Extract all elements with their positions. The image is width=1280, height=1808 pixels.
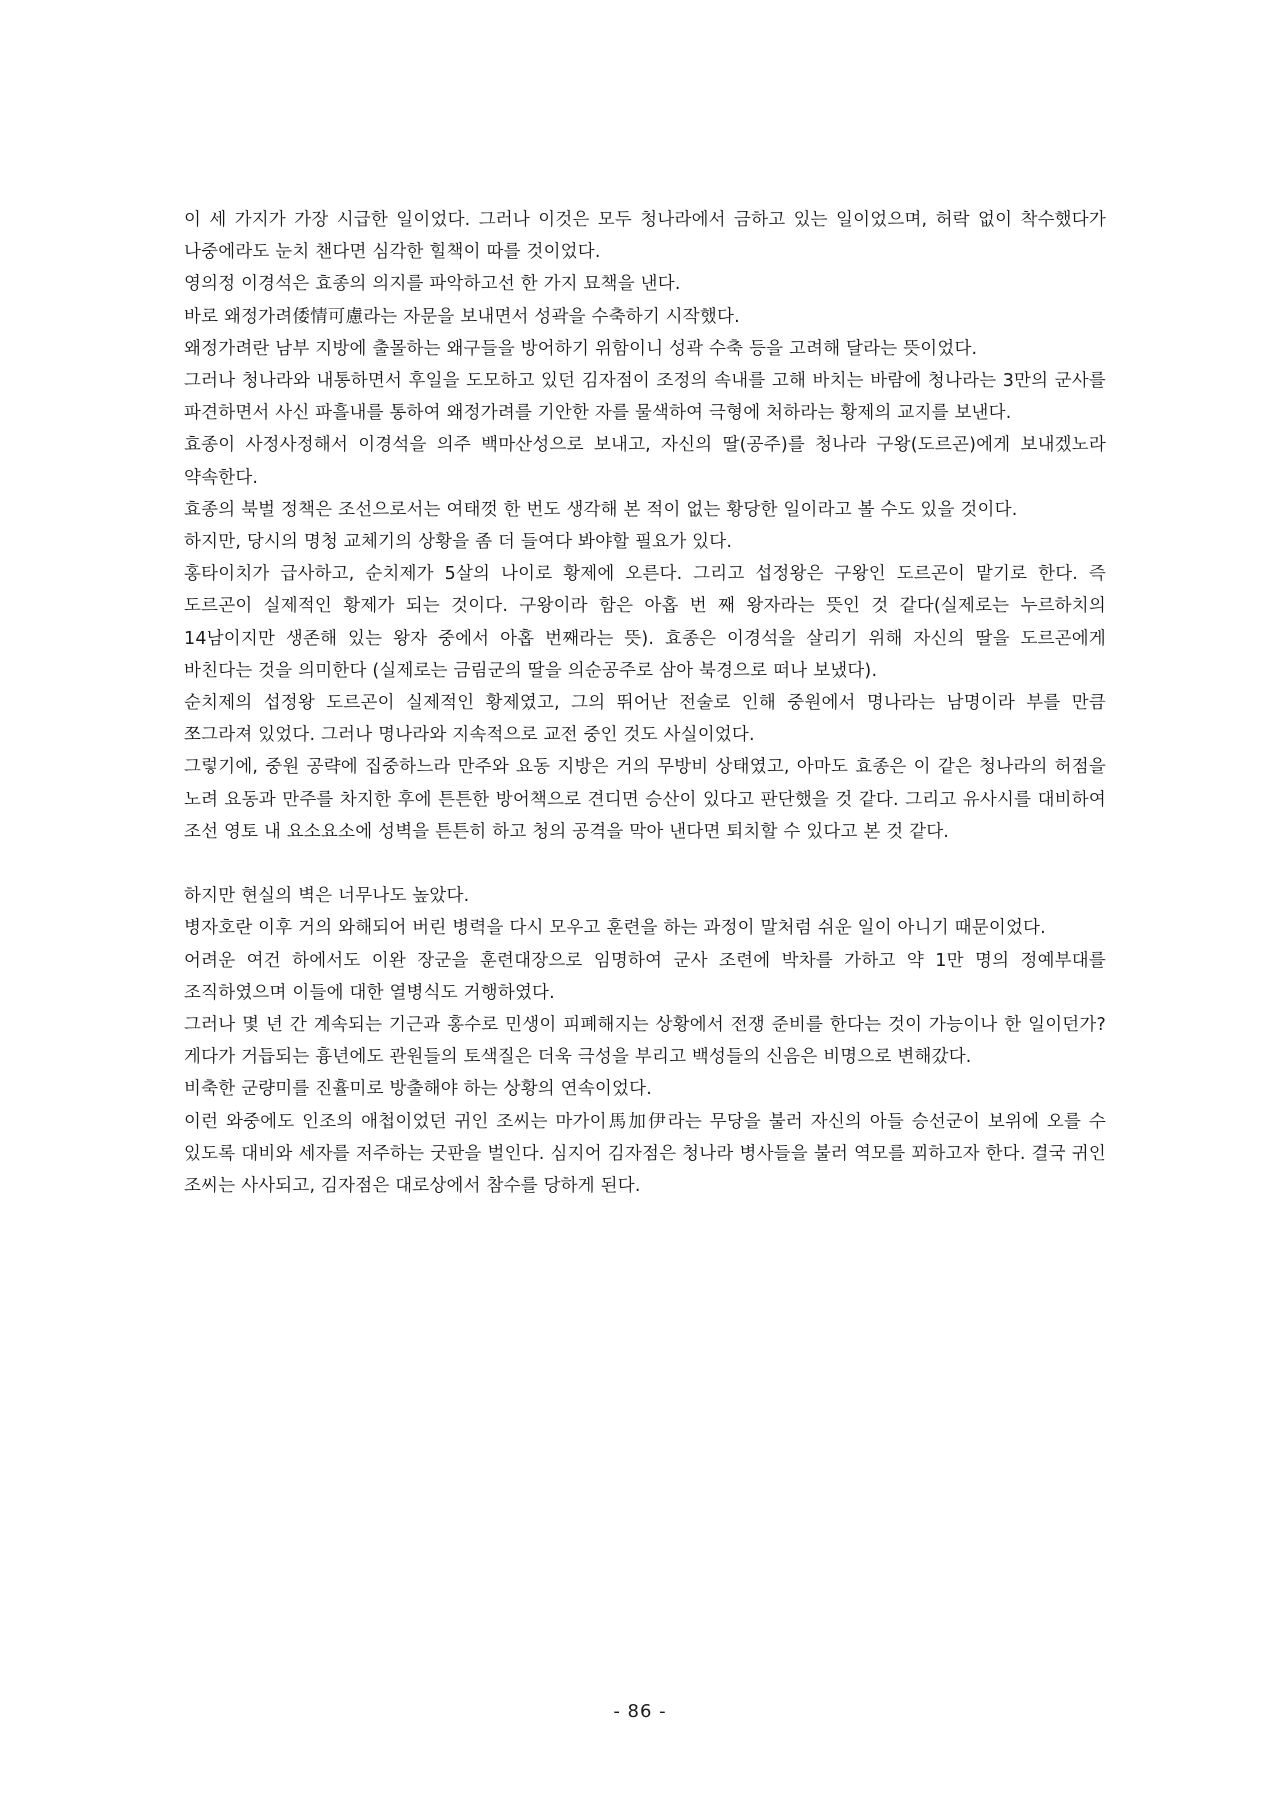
paragraph: 어려운 여건 하에서도 이완 장군을 훈련대장으로 임명하여 군사 조련에 박차를 가하고 약 1만 명의 정예부대를 조직하였으며 이들에 대한 열병식도 거행하였다. <box>184 950 1106 1003</box>
paragraph: 비축한 군량미를 진휼미로 방출해야 하는 상황의 연속이었다. <box>184 1079 652 1100</box>
paragraph: 하지만 현실의 벽은 너무나도 높았다. <box>184 886 470 907</box>
paragraph: 바로 왜정가려倭情可慮라는 자문을 보내면서 성곽을 수축하기 시작했다. <box>184 306 740 327</box>
paragraph: 왜정가려란 남부 지방에 출몰하는 왜구들을 방어하기 위함이니 성곽 수축 등을 고려해 달라는 뜻이었다. <box>184 338 978 359</box>
paragraph: 그러나 몇 년 간 계속되는 기근과 홍수로 민생이 피폐해지는 상황에서 전쟁 준비를 한다는 것이 가능이나 한 일이던가? 게다가 거듭되는 흉년에도 관원들의 토색질은 더욱 극성을 부리고 백성들의 신음은 비명으로 변해갔다. <box>184 1015 1106 1068</box>
paragraph: 하지만, 당시의 명청 교체기의 상황을 좀 더 들여다 봐야할 필요가 있다. <box>184 532 733 553</box>
paragraph: 병자호란 이후 거의 와해되어 버린 병력을 다시 모우고 훈련을 하는 과정이 말처럼 쉬운 일이 아니기 때문이었다. <box>184 918 1046 939</box>
paragraph: 홍타이치가 급사하고, 순치제가 5살의 나이로 황제에 오른다. 그리고 섭정왕은 구왕인 도르곤이 맡기로 한다. 즉 도르곤이 실제적인 황제가 되는 것이다. 구왕이라 함은 아홉 번 째 왕자라는 뜻인 것 같다(실제로는 누르하치의 14남이지만 생존해 있는 왕자 중에서 아홉 번째라는 뜻). 효종은 이경석을 살리기 위해 자신의 딸을 도르곤에게 바친다는 것을 의미한다 (실제로는 금림군의 딸을 의순공주로 삼아 북경으로 떠나 보냈다). <box>184 564 1106 681</box>
paragraph: 순치제의 섭정왕 도르곤이 실제적인 황제였고, 그의 뛰어난 전술로 인해 중원에서 명나라는 남명이라 부를 만큼 쪼그라져 있었다. 그러나 명나라와 지속적으로 교전 중인 것도 사실이었다. <box>184 693 1106 746</box>
paragraph: 이런 와중에도 인조의 애첩이었던 귀인 조씨는 마가이馬加伊라는 무당을 불러 자신의 아들 승선군이 보위에 오를 수 있도록 대비와 세자를 저주하는 굿판을 벌인다. 심지어 김자점은 청나라 병사들을 불러 역모를 꾀하고자 한다. 결국 귀인 조씨는 사사되고, 김자점은 대로상에서 참수를 당하게 된다. <box>184 1111 1106 1197</box>
page-number: - 86 - <box>613 1701 667 1722</box>
paragraph: 그렇기에, 중원 공략에 집중하느라 만주와 요동 지방은 거의 무방비 상태였고, 아마도 효종은 이 같은 청나라의 허점을 노려 요동과 만주를 차지한 후에 튼튼한 방어책으로 견디면 승산이 있다고 판단했을 것 같다. 그리고 유사시를 대비하여 조선 영토 내 요소요소에 성벽을 튼튼히 하고 청의 공격을 막아 낸다면 퇴치할 수 있다고 본 것 같다. <box>184 757 1106 842</box>
paragraph: 영의정 이경석은 효종의 의지를 파악하고선 한 가지 묘책을 낸다. <box>184 274 681 295</box>
paragraph: 그러나 청나라와 내통하면서 후일을 도모하고 있던 김자점이 조정의 속내를 고해 바치는 바람에 청나라는 3만의 군사를 파견하면서 사신 파흘내를 통하여 왜정가려를 기안한 자를 물색하여 극형에 처하라는 황제의 교지를 보낸다. <box>184 371 1106 424</box>
paragraph: 효종이 사정사정해서 이경석을 의주 백마산성으로 보내고, 자신의 딸(공주)를 청나라 구왕(도르곤)에게 보내겠노라 약속한다. <box>184 435 1106 488</box>
paragraph: 이 세 가지가 가장 시급한 일이었다. 그러나 이것은 모두 청나라에서 금하고 있는 일이었으며, 허락 없이 착수했다가 나중에라도 눈치 챈다면 심각한 힐책이 따를 것이었다. <box>184 210 1106 263</box>
body-text <box>184 204 1106 1202</box>
paragraph: 효종의 북벌 정책은 조선으로서는 여태껏 한 번도 생각해 본 적이 없는 황당한 일이라고 볼 수도 있을 것이다. <box>184 499 1018 520</box>
